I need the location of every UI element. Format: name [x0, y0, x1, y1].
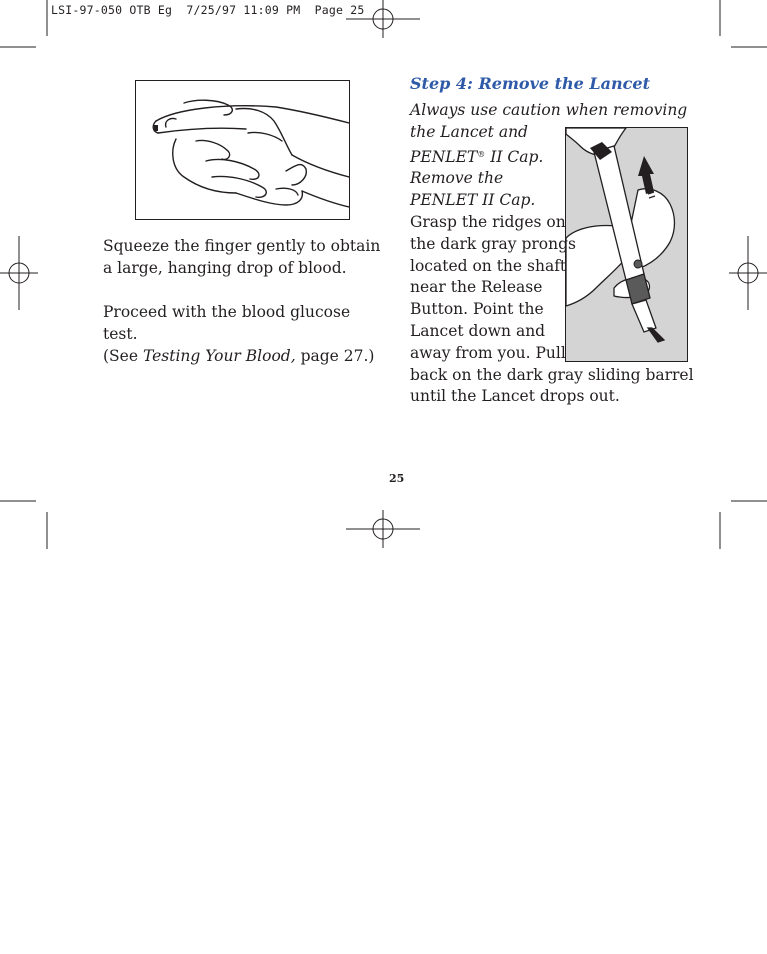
para2-suffix: page 27.)	[295, 347, 375, 365]
caution-line-5: PENLET II Cap.	[410, 191, 536, 210]
finger-squeeze-illustration	[135, 80, 350, 220]
slug-line: LSI-97-050 OTB Eg 7/25/97 11:09 PM Page 25	[51, 3, 365, 17]
crosshair-icon	[346, 0, 420, 38]
body-line-4: near the Release	[410, 278, 543, 297]
para1-line2: a large, hanging drop of blood.	[103, 259, 347, 277]
body-line-1: Grasp the ridges on	[410, 212, 566, 231]
penlet-word: PENLET	[410, 147, 478, 166]
step-heading: Step 4: Remove the Lancet	[410, 74, 650, 93]
caution-line-1: Always use caution when removing	[410, 101, 688, 119]
penlet-cap-suffix: II Cap.	[485, 147, 544, 166]
caution-line-4: Remove the	[410, 169, 504, 188]
crosshair-icon	[346, 510, 420, 548]
body-line-7: away from you. Pull	[410, 343, 566, 362]
registered-mark: ®	[477, 149, 486, 159]
body-line-3: located on the shaft	[410, 256, 567, 275]
para1-line1: Squeeze the finger gently to obtain	[103, 237, 381, 255]
proceed-paragraph	[103, 301, 388, 367]
crosshair-icon	[729, 236, 767, 310]
crosshair-icon	[0, 236, 38, 310]
body-line-5: Button. Point the	[410, 300, 544, 319]
left-column-text	[103, 235, 388, 389]
para2-prefix: (See	[103, 347, 143, 365]
testing-your-blood-ref: Testing Your Blood,	[142, 347, 296, 365]
body-line-8: back on the dark gray sliding barrel	[410, 365, 694, 384]
body-line-2: the dark gray prongs	[410, 234, 576, 253]
caution-line-2: the Lancet and	[410, 122, 528, 141]
page-number: 25	[389, 472, 405, 485]
body-line-6: Lancet down and	[410, 321, 546, 340]
caution-line-3	[410, 144, 700, 169]
step-instructions	[410, 100, 700, 408]
squeeze-paragraph	[103, 235, 388, 279]
body-line-9: until the Lancet drops out.	[410, 387, 620, 406]
para2-line1: Proceed with the blood glucose test.	[103, 303, 351, 343]
